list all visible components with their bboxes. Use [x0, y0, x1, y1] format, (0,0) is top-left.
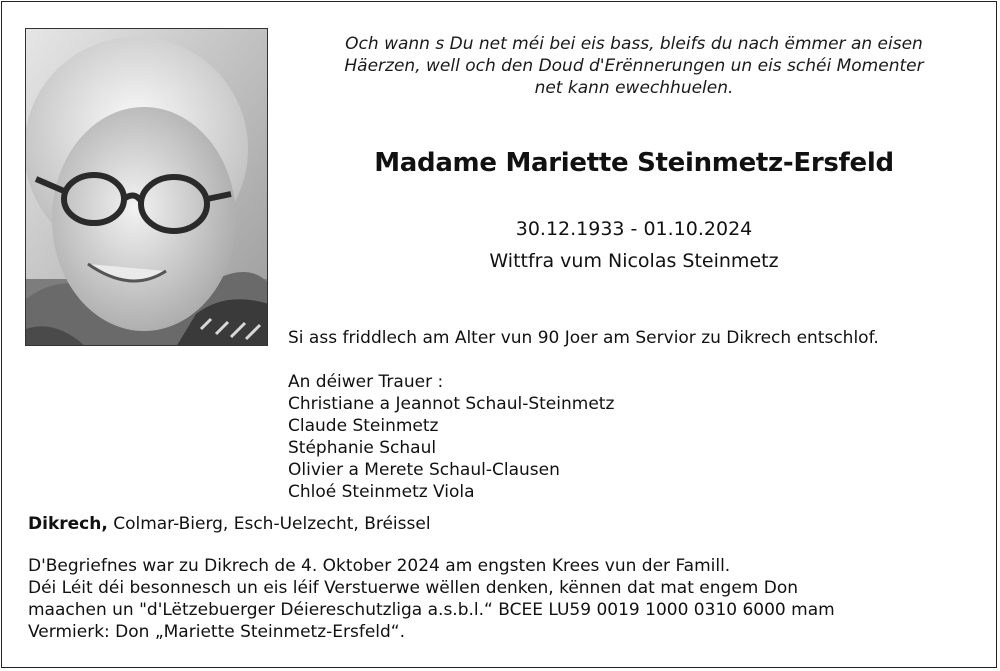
mourners-list	[288, 371, 614, 503]
donation-line: Déi Léit déi besonnesch un eis léif Verstuerwe wëllen denken, kënnen dat mat engem Don	[28, 578, 799, 598]
announcement-text: Si ass friddlech am Alter vun 90 Joer am Servior zu Dikrech entschlof.	[288, 328, 879, 348]
widow-of: Wittfra vum Nicolas Steinmetz	[489, 250, 779, 272]
quote-line: Och wann s Du net méi bei eis bass, bleifs du nach ëmmer an eisen	[345, 34, 923, 54]
mourner-item: Chloé Steinmetz Viola	[288, 482, 475, 502]
mourners-heading: An déiwer Trauer :	[288, 372, 444, 392]
mourner-item: Christiane a Jeannot Schaul-Steinmetz	[288, 394, 615, 414]
donation-line: maachen un "d'Lëtzebuerger Déiereschutzliga a.s.b.l.“ BCEE LU59 0019 1000 0310 6000 mam	[28, 600, 835, 620]
places-line	[28, 513, 431, 535]
quote-line: net kann ewechhuelen.	[534, 78, 734, 98]
places-rest: Colmar-Bierg, Esch-Uelzecht, Bréissel	[107, 514, 431, 534]
mourner-item: Claude Steinmetz	[288, 416, 439, 436]
portrait-photo	[25, 28, 268, 346]
quote-line: Häerzen, well och den Doud d'Erënnerungen un eis schéi Momenter	[344, 56, 924, 76]
mourner-item: Olivier a Merete Schaul-Clausen	[288, 460, 560, 480]
deceased-name: Madame Mariette Steinmetz-Ersfeld	[374, 148, 894, 178]
place-main: Dikrech,	[28, 514, 108, 534]
mourner-item: Stéphanie Schaul	[288, 438, 437, 458]
life-dates-block	[298, 213, 970, 277]
donation-line: Vermierk: Don „Mariette Steinmetz-Ersfeld“.	[28, 622, 406, 642]
footer-text	[28, 555, 973, 643]
burial-info: D'Begriefnes war zu Dikrech de 4. Oktober 2024 am engsten Krees vun der Famill.	[28, 556, 731, 576]
memorial-quote	[298, 33, 970, 99]
life-dates: 30.12.1933 - 01.10.2024	[515, 218, 753, 240]
